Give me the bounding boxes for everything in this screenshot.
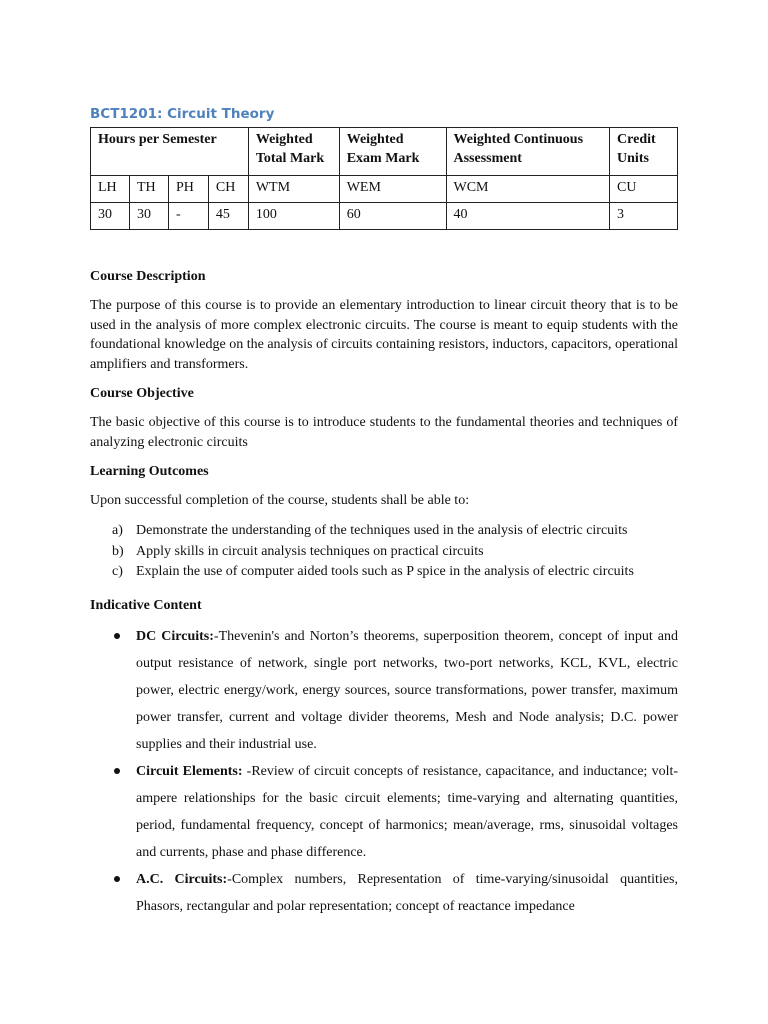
table-cell: 40: [446, 203, 610, 230]
table-cell: 45: [208, 203, 248, 230]
table-cell: LH: [91, 176, 130, 203]
header-credit-units: Credit Units: [610, 128, 678, 176]
table-cell: -: [168, 203, 208, 230]
topic-label: Circuit Elements:: [136, 764, 243, 779]
table-cell: 30: [129, 203, 168, 230]
list-item-text: [136, 758, 678, 866]
course-objective-text: The basic objective of this course is to introduce students to the fundamental theories and techniques of analyzing electronic circuits: [90, 415, 678, 450]
indicative-content-list: [90, 623, 678, 920]
learning-outcomes-intro: Upon successful completion of the course, students shall be able to:: [90, 493, 470, 508]
table-cell: 100: [248, 203, 339, 230]
header-hours-per-semester: Hours per Semester: [91, 128, 249, 176]
course-description-heading: Course Description: [90, 269, 206, 284]
bullet-icon: [90, 623, 136, 758]
list-item: [112, 521, 678, 542]
table-cell: 3: [610, 203, 678, 230]
table-codes-row: [91, 176, 678, 203]
list-item: [90, 758, 678, 866]
list-marker: b): [112, 543, 124, 559]
learning-outcomes-heading: Learning Outcomes: [90, 464, 209, 479]
topic-description: -Thevenin's and Norton’s theorems, superposition theorem, concept of input and output resistance of network, single port networks, two-port networks, KCL, KVL, electric power, electric energy/work, energy sources, source transformations, power transfer, maximum power transfer, current and voltage divider theorems, Mesh and Node analysis; D.C. power supplies and their industrial use.: [136, 629, 678, 752]
list-item: [112, 562, 678, 583]
course-description-text: The purpose of this course is to provide an elementary introduction to linear circuit theory that is to be used in the analysis of more complex electronic circuits. The course is meant to equip students with the foundational knowledge on the analysis of circuits containing resistors, inductors, capacitors, operational amplifiers and transformers.: [90, 298, 678, 372]
list-item: [90, 623, 678, 758]
list-marker: c): [112, 564, 123, 579]
indicative-content-heading: Indicative Content: [90, 598, 202, 613]
list-item-text: [136, 623, 678, 758]
course-objective-heading: Course Objective: [90, 386, 194, 401]
learning-outcomes-list: [112, 521, 678, 583]
table-cell: WCM: [446, 176, 610, 203]
topic-label: A.C. Circuits:: [136, 872, 228, 887]
table-cell: WTM: [248, 176, 339, 203]
table-header-row: [91, 128, 678, 176]
table-cell: TH: [129, 176, 168, 203]
course-info-table: [90, 127, 678, 230]
table-cell: CH: [208, 176, 248, 203]
list-item-text: Apply skills in circuit analysis techniques on practical circuits: [136, 543, 484, 559]
list-marker: a): [112, 523, 123, 538]
topic-description: -Complex numbers, Representation of time-varying/sinusoidal quantities, Phasors, rectangular and polar representation; concept of reactance impedance: [136, 872, 679, 914]
table-values-row: [91, 203, 678, 230]
list-item-text: Demonstrate the understanding of the techniques used in the analysis of electric circuits: [136, 523, 628, 538]
table-cell: WEM: [339, 176, 446, 203]
table-cell: PH: [168, 176, 208, 203]
list-item: [90, 866, 678, 920]
list-item: [112, 542, 678, 563]
list-item-text: [136, 866, 678, 920]
bullet-icon: [90, 758, 136, 866]
list-item-text: Explain the use of computer aided tools such as P spice in the analysis of electric circuits: [136, 564, 634, 579]
course-title: BCT1201: Circuit Theory: [90, 106, 275, 122]
table-cell: 60: [339, 203, 446, 230]
header-weighted-continuous-assessment: Weighted Continuous Assessment: [446, 128, 610, 176]
topic-description: -Review of circuit concepts of resistance, capacitance, and inductance; volt-ampere relationships for the basic circuit elements; time-varying and alternating quantities, period, fundamental frequency, concept of harmonics; mean/average, rms, sinusoidal voltages and currents, phase and phase difference.: [136, 764, 679, 860]
header-weighted-exam-mark: Weighted Exam Mark: [339, 128, 446, 176]
header-weighted-total-mark: Weighted Total Mark: [248, 128, 339, 176]
table-cell: 30: [91, 203, 130, 230]
table-cell: CU: [610, 176, 678, 203]
bullet-icon: [90, 866, 136, 920]
topic-label: DC Circuits:: [136, 629, 214, 644]
